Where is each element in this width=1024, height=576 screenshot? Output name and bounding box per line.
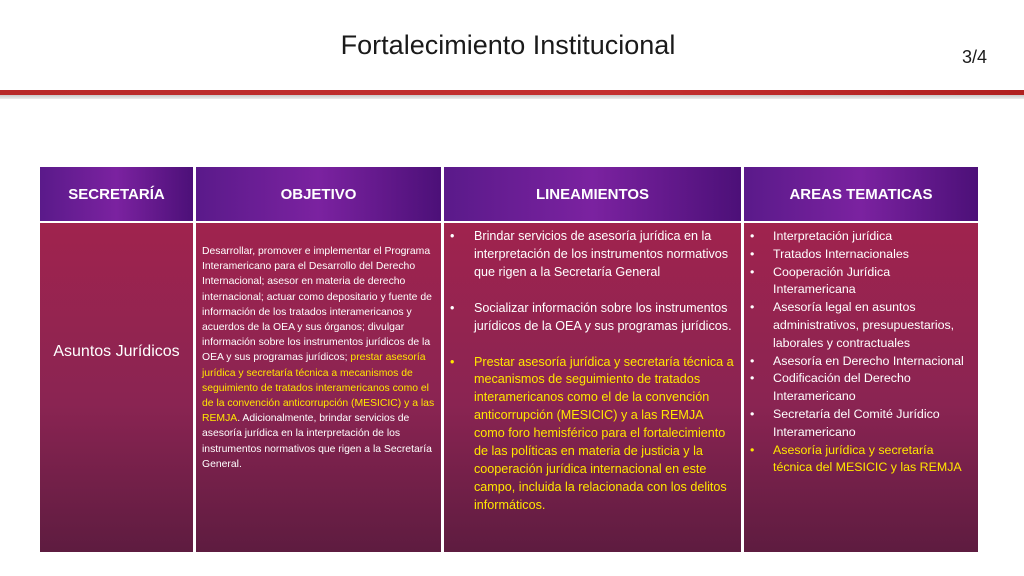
area-text: Interpretación jurídica	[773, 229, 893, 243]
areas-list	[747, 228, 974, 477]
lineamiento-text: Socializar información sobre los instrumentos jurídicos de la OEA y sus programas jurídicos.	[474, 300, 732, 333]
bullet-icon: •	[750, 246, 755, 261]
bullet-icon: •	[750, 300, 755, 315]
list-item	[747, 353, 974, 371]
objetivo-part1: Desarrollar, promover e implementar el Programa Interamericano para el Desarrollo del Derecho Internacional; asesor en materia de derecho internacional; actuar como depositario y fuente de información de los tratados interamericanos y acuerdos de la OEA y sus órganos; divulgar información sobre los instrumentos jurídicos de la OEA y sus programas jurídicos;	[202, 246, 432, 364]
area-text: Asesoría jurídica y secretaría técnica del MESICIC y las REMJA	[773, 442, 962, 475]
header-secretaria: SECRETARÍA	[40, 167, 193, 221]
bullet-icon: •	[450, 229, 455, 243]
cell-secretaria	[40, 223, 193, 552]
bullet-icon: •	[750, 229, 755, 243]
bullet-icon: •	[750, 371, 755, 386]
cell-objetivo	[196, 223, 441, 552]
lineamiento-text: Brindar servicios de asesoría jurídica en la interpretación de los instrumentos normativos que rigen a la Secretaría General	[474, 229, 729, 279]
cell-areas-tematicas	[744, 223, 978, 552]
area-text: Codificación del Derecho Interamericano	[773, 371, 911, 404]
list-item	[447, 354, 735, 515]
cell-lineamientos	[444, 223, 741, 552]
title-divider-shadow	[0, 95, 1024, 99]
area-text: Secretaría del Comité Jurídico Interamericano	[773, 406, 940, 439]
page-number: 3/4	[962, 47, 988, 67]
list-item	[447, 228, 735, 282]
bullet-icon: •	[750, 406, 755, 421]
lineamientos-list	[447, 228, 735, 533]
bullet-icon: •	[450, 300, 455, 315]
bullet-icon: •	[450, 354, 455, 369]
header-areas-tematicas: AREAS TEMATICAS	[744, 167, 978, 221]
slide-title: Fortalecimiento Institucional	[340, 30, 676, 60]
header-objetivo: OBJETIVO	[196, 167, 441, 221]
list-item	[747, 246, 974, 264]
area-text: Asesoría legal en asuntos administrativos, presupuestarios, laborales y contractuales	[773, 300, 955, 350]
list-item	[447, 300, 735, 336]
list-item	[747, 406, 974, 442]
secretaria-name: Asuntos Jurídicos	[53, 343, 180, 360]
objetivo-part2: . Adicionalmente, brindar servicios de asesoría jurídica en la interpretación de los instrumentos normativos que rigen a la Secretaría General.	[202, 413, 432, 470]
header-lineamientos: LINEAMIENTOS	[444, 167, 741, 221]
bullet-icon: •	[750, 264, 755, 279]
bullet-icon: •	[750, 353, 755, 368]
objetivo-text	[202, 244, 435, 472]
area-text: Asesoría en Derecho Internacional	[773, 353, 964, 368]
list-item	[747, 442, 974, 478]
bullet-icon: •	[750, 442, 755, 457]
list-item	[747, 264, 974, 300]
objetivo-highlight: prestar asesoría jurídica y secretaría técnica a mecanismos de seguimiento de tratados interamericanos como el de la convención anticorrupción (MESICIC) y a las REMJA	[202, 352, 435, 425]
area-text: Cooperación Jurídica Interamericana	[773, 264, 891, 297]
list-item	[747, 299, 974, 352]
list-item	[747, 228, 974, 246]
list-item	[747, 370, 974, 406]
area-text: Tratados Internacionales	[773, 246, 909, 261]
lineamiento-text: Prestar asesoría jurídica y secretaría técnica a mecanismos de seguimiento de tratados interamericanos como el de la convención anticorrupción (MESICIC) y a las REMJA como foro hemisférico para el fortalecimiento de las políticas en materia de justicia y la cooperación jurídica internacional en este campo, incluida la relacionada con los delitos informáticos.	[474, 354, 734, 512]
